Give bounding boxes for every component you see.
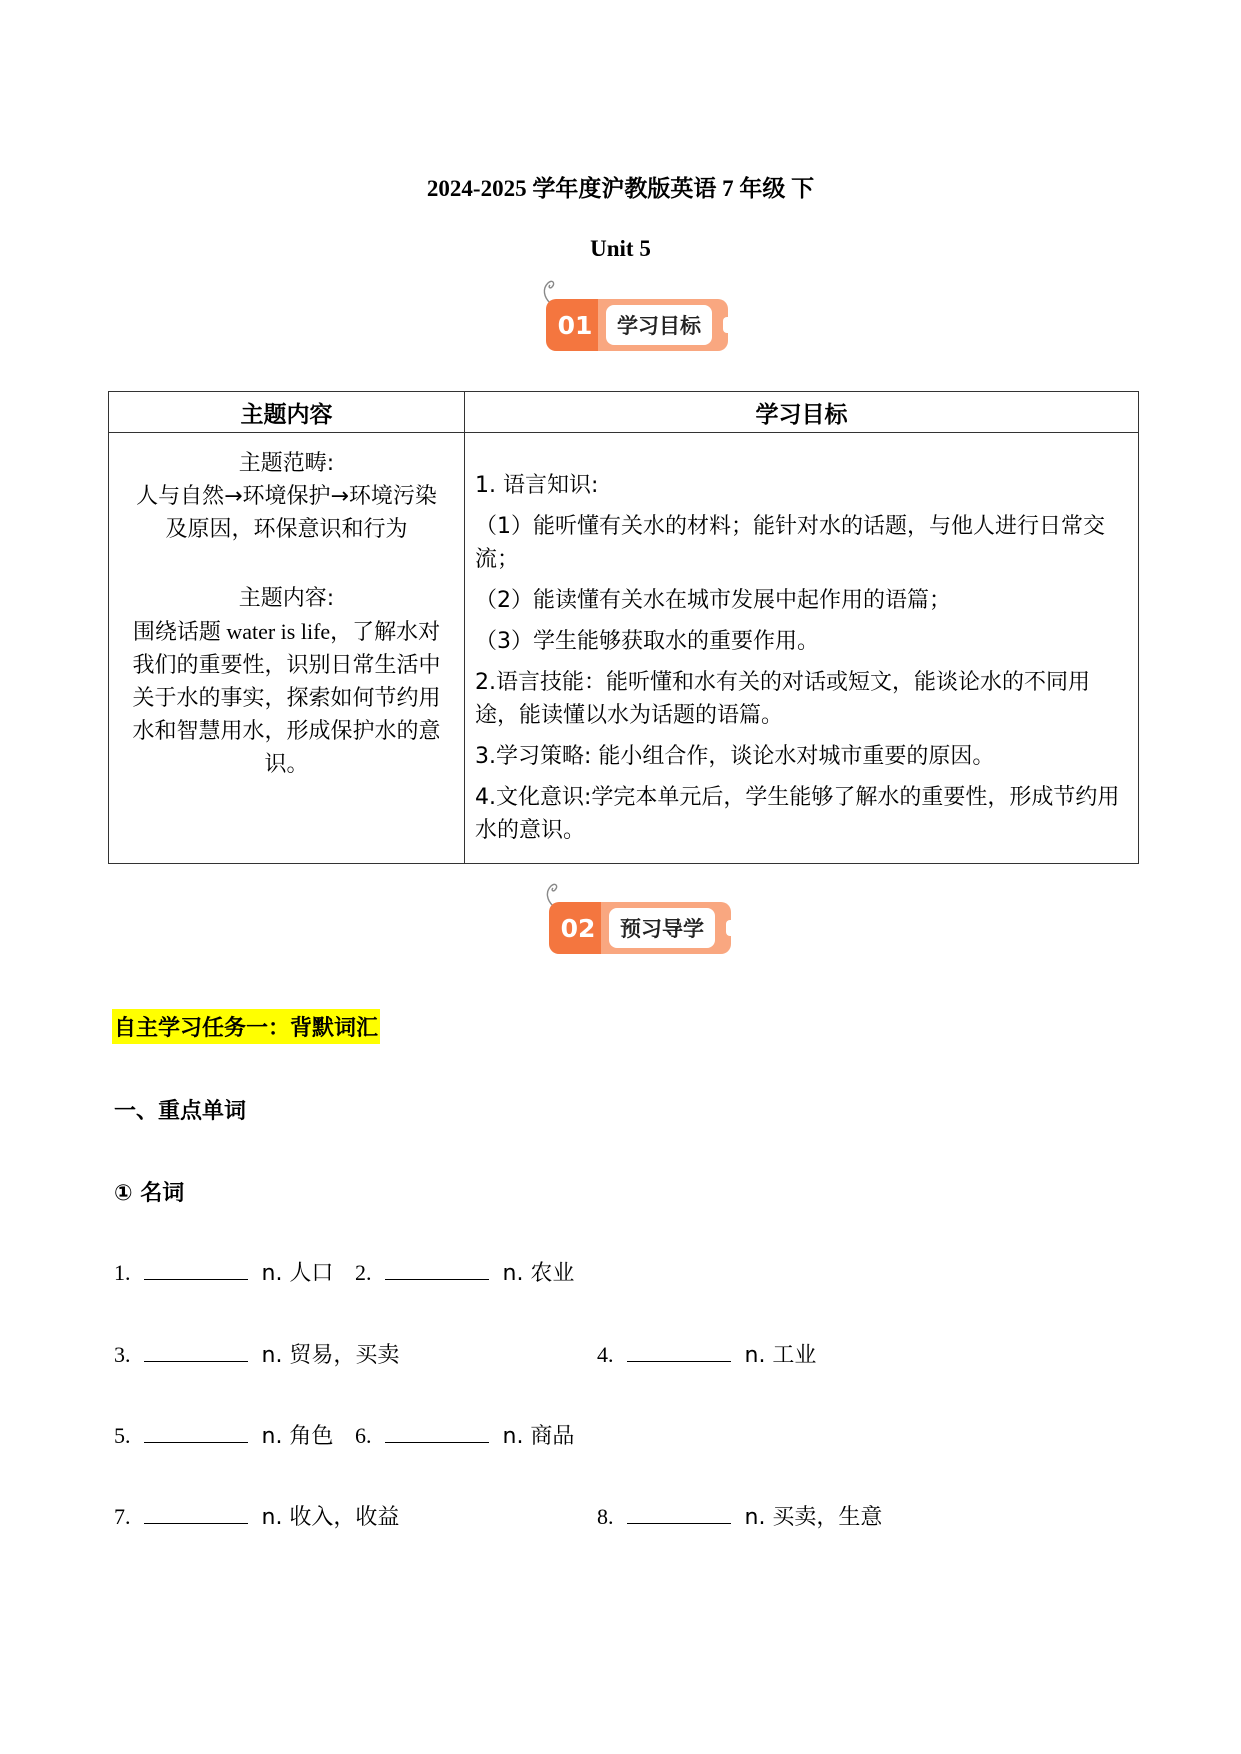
badge-label-frame [598,299,728,351]
section-heading: 一、重点单词 [114,1099,247,1124]
vocab-item [114,1419,333,1450]
learning-objectives-table [108,391,1139,864]
vocab-meaning: n. 买卖，生意 [744,1505,883,1530]
subsection-heading: ① 名词 [114,1181,185,1206]
badge-number: 01 [546,299,604,351]
content-text: 围绕话题 water is life，了解水对我们的重要性，识别日常生活中关于水的事实，探索如何节约用水和智慧用水，形成保护水的意识。 [132,619,441,776]
vocab-item [114,1338,399,1369]
badge-number: 02 [549,902,607,954]
goal-item: （1）能听懂有关水的材料；能针对水的话题，与他人进行日常交流； [475,514,1105,572]
badge-label: 学习目标 [606,305,712,345]
goals-cell [465,433,1139,864]
answer-blank[interactable] [144,1257,248,1280]
vocab-number: 3. [114,1342,131,1367]
content-title: 主题内容: [238,586,335,611]
section-badge-01 [546,299,728,351]
answer-blank[interactable] [385,1257,489,1280]
answer-blank[interactable] [627,1501,731,1524]
theme-cell [109,433,465,864]
section-badge-02 [549,902,731,954]
badge-notch [723,317,731,333]
vocab-meaning: n. 农业 [502,1261,575,1286]
header-learning-goals: 学习目标 [465,392,1139,433]
vocab-item [355,1256,574,1287]
vocab-number: 4. [597,1342,614,1367]
vocab-item [114,1256,333,1287]
answer-blank[interactable] [144,1339,248,1362]
answer-blank[interactable] [144,1501,248,1524]
vocab-meaning: n. 人口 [261,1261,334,1286]
vocab-meaning: n. 角色 [261,1424,334,1449]
goal-item: 2.语言技能：能听懂和水有关的对话或短文，能谈论水的不同用途，能读懂以水为话题的语篇。 [475,670,1090,728]
vocab-number: 7. [114,1504,131,1529]
vocab-item [114,1500,399,1531]
vocab-item [597,1500,882,1531]
vocab-meaning: n. 商品 [502,1424,575,1449]
task-heading: 自主学习任务一：背默词汇 [112,1009,380,1044]
scope-title: 主题范畴: [238,451,335,476]
vocab-number: 1. [114,1260,131,1285]
vocab-meaning: n. 工业 [744,1343,817,1368]
vocab-item [355,1419,574,1450]
answer-blank[interactable] [385,1420,489,1443]
vocab-meaning: n. 收入，收益 [261,1505,400,1530]
goal-item: 4.文化意识:学完本单元后，学生能够了解水的重要性，形成节约用水的意识。 [475,785,1120,843]
document-title: 2024-2025 学年度沪教版英语 7 年级 下 [426,176,815,201]
unit-title: Unit 5 [590,236,651,261]
scope-text: 人与自然→环境保护→环境污染及原因，环保意识和行为 [136,484,437,542]
vocab-number: 8. [597,1504,614,1529]
goal-item: 3.学习策略: 能小组合作，谈论水对城市重要的原因。 [475,744,995,769]
goal-item: （2）能读懂有关水在城市发展中起作用的语篇； [475,588,951,613]
vocab-item [597,1338,816,1369]
goal-item: 1. 语言知识: [475,473,599,498]
vocab-meaning: n. 贸易，买卖 [261,1343,400,1368]
goal-item: （3）学生能够获取水的重要作用。 [475,629,819,654]
vocab-number: 6. [355,1423,372,1448]
header-theme-content: 主题内容 [109,392,465,433]
badge-notch [726,920,734,936]
vocab-number: 2. [355,1260,372,1285]
badge-label-frame [601,902,731,954]
vocab-number: 5. [114,1423,131,1448]
answer-blank[interactable] [627,1339,731,1362]
answer-blank[interactable] [144,1420,248,1443]
badge-label: 预习导学 [609,908,715,948]
